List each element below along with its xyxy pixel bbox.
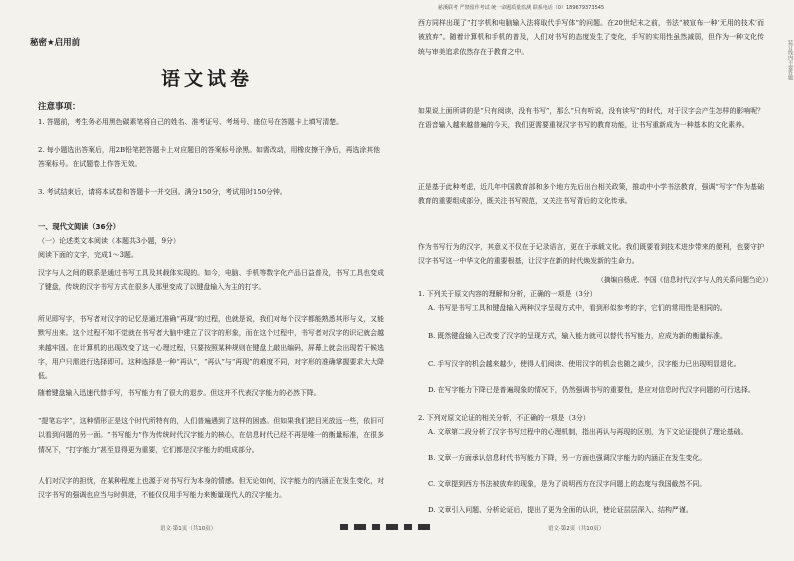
question-option: A. 文章第二段分析了汉字书写过程中的心理机制，指出再认与再现的区别，为下文论证提供了理论基础。 — [428, 428, 748, 436]
page-footer-left: 语文·第1页（共10页） — [160, 526, 217, 532]
question-option: C. 文章提到西方书法被放弃的现象，是为了说明西方在汉字问题上的态度与我国截然不同。 — [428, 480, 707, 488]
article-paragraph: 人们对汉字的担忧，在某种程度上也源于对书写行为本身的情感。但无论如何，汉字能力的内涵正在发生变化，对汉字书写的强调也应当与时俱进，不能仅仅用手写能力来衡量现代人的汉字能力。 — [38, 477, 384, 500]
question-option: C. 手写汉字的机会越来越少，使得人们阅读、使用汉字的机会也随之减少，汉字能力已出现明显退化。 — [428, 360, 741, 368]
confidential-label: 秘密★启用前 — [30, 38, 81, 48]
question-option: D. 文章引入问题、分析论证后，提出了更为全面的认识，使论证层层深入、结构严谨。 — [428, 506, 693, 514]
article-paragraph: 西方同样出现了“打字机和电脑输入法将取代手写体”的问题。在20世纪末之前，书法“被宣布一种‘无用的技术’而被放弃”。随着计算机和手机的普及，人们对书写的态度发生了变化，手写的实用性虽然减弱，但作为一种文化传统与审美追求依然存在于教育之中。 — [418, 19, 764, 56]
article-paragraph: “提笔忘字”，这种情形正是这个时代所特有的，人们普遍遇到了这样的困惑。但如果我们把目光放远一些，依旧可以看到问题的另一面。“书写能力”作为传统时代汉字能力的核心，在信息时代已经不再是唯一的衡量标准，在很多情况下，“打字能力”甚至显得更为重要，它们都是汉字能力的组成部分。 — [38, 417, 384, 454]
subsection-heading: （一）论述类文本阅读（本题共3小题，9分） — [38, 237, 180, 245]
page-title: 语文试卷 — [160, 68, 253, 90]
reading-instruction: 阅读下面的文字，完成1～3题。 — [38, 251, 138, 259]
notice-item: 3. 考试结束后，请将本试卷和答题卡一并交回。满分150分，考试用时150分钟。 — [38, 188, 287, 196]
header-note: 慈溪联考 严禁留作考试 统一命题质量监测 联系电话（0）189679373545 — [438, 5, 605, 11]
fold-marks — [340, 524, 460, 532]
source-citation: （摘编自杨虎、李国《信息时代汉字与人的关系问题刍论》） — [597, 276, 772, 284]
article-paragraph: 作为书写行为的汉字，其意义不仅在于记录语言，更在于承载文化。我们既要看到技术进步带来的便利，也要守护汉字书写这一中华文化的重要根基，让汉字在新的时代焕发新的生命力。 — [418, 243, 764, 266]
question-option: D. 在写字能力下降已是普遍现象的情况下，仍然强调书写的重要性，是应对信息时代汉字问题的可行选择。 — [428, 386, 755, 394]
notice-item: 1. 答题前，考生务必用黑色碳素笔将自己的姓名、准考证号、考场号、座位号在答题卡上填写清楚。 — [38, 118, 344, 126]
question-option: B. 文章一方面承认信息时代书写能力下降，另一方面也强调汉字能力的内涵正在发生变化。 — [428, 454, 707, 462]
notice-item: 2. 每小题选出答案后，用2B铅笔把答题卡上对应题目的答案标号涂黑。如需改动，用橡皮擦干净后，再选涂其他答案标号。在试题卷上作答无效。 — [38, 146, 381, 168]
question-stem: 1. 下列关于原文内容的理解和分析，正确的一项是（3分） — [418, 290, 597, 298]
article-paragraph: 所见即写字，书写者对汉字的记忆是通过准确“再现”的过程，也就是说，我们对每个汉字都能熟悉其形与义，又能默写出来。这个过程不知不觉就在书写者大脑中建立了汉字的形象，而在这个过程中，书写者对汉字的识记就会越来越牢固。在计算机的出现改变了这一心理过程，只要按照某种规则在键盘上敲出编码，屏幕上就会出现若干候选字，用户只需进行选择即可。这种选择是一种“再认”，“再认”与“再现”的难度不同，对字形的准确掌握要求大大降低。 — [38, 315, 384, 381]
question-option: B. 既然键盘输入已改变了汉字的呈现方式，输入能力就可以替代书写能力，应成为新的衡量标准。 — [428, 332, 727, 340]
binding-edge-note: 装订线内不要答题 — [787, 40, 793, 80]
question-option: A. 书写是书写工具和键盘输入两种汉字呈现方式中，看到形似参考的字，它们的常用性是相同的。 — [428, 304, 727, 312]
page-footer-right: 语文·第2页（共10页） — [548, 526, 605, 532]
article-paragraph: 正是基于此种考虑，近几年中国教育部和多个地方先后出台相关政策，推动中小学书法教育，强调“写字”作为基础教育的重要组成部分，既关注书写规范，又关注书写背后的文化传承。 — [418, 183, 764, 206]
section-heading: 一、现代文阅读（36分） — [38, 222, 120, 231]
article-paragraph: 如果说上面所讲的是“只有阅读，没有书写”，那么“只有听说，没有读写”的时代，对于汉字会产生怎样的影响呢？在语音输入越来越普遍的今天，我们更需要重视汉字书写的教育功能，让书写重新成为一种基本的文化素养。 — [418, 107, 764, 130]
notice-heading: 注意事项： — [38, 102, 81, 112]
article-paragraph: 随着键盘输入迅速代替手写，书写能力有了很大的退步。但这并不代表汉字能力的必然下降。 — [38, 389, 321, 397]
article-paragraph: 汉字与人之间的联系是通过书写工具及其载体实现的。如今，电脑、手机等数字化产品日益普及，书写工具也变成了键盘，传统的汉字书写方式在很多人那里变成了以键盘输入为主的打字。 — [38, 269, 384, 292]
question-stem: 2. 下列对原文论证的相关分析，不正确的一项是（3分） — [418, 414, 590, 422]
